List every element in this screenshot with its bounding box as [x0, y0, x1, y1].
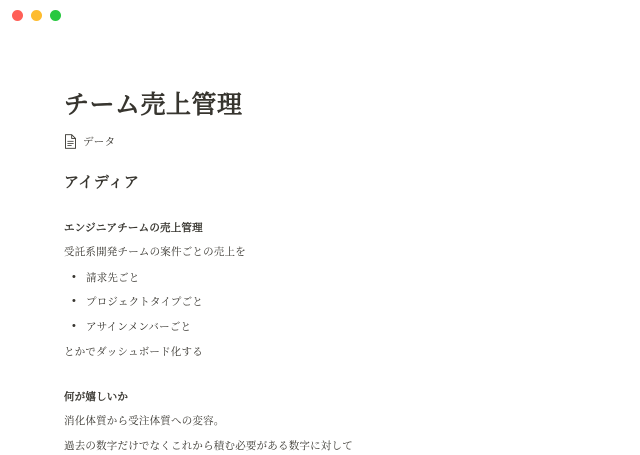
bullet-list	[64, 271, 576, 335]
subheading-engineer-team-sales[interactable]: エンジニアチームの売上管理	[64, 222, 203, 234]
breadcrumb[interactable]	[64, 134, 576, 149]
paragraph-benefit-1[interactable]: 消化体質から受注体質への変容。	[64, 414, 225, 427]
maximize-window-button[interactable]	[50, 10, 61, 21]
list-item[interactable]: • プロジェクトタイプごと	[86, 295, 576, 310]
breadcrumb-label: データ	[83, 136, 116, 148]
list-item[interactable]: • 請求先ごと	[86, 271, 576, 286]
paragraph-intro[interactable]: 受託系開発チームの案件ごとの売上を	[64, 246, 246, 258]
paragraph-benefit-2[interactable]: 過去の数字だけでなくこれから積む必要がある数字に対して	[64, 440, 353, 453]
section-idea	[64, 220, 576, 361]
close-window-button[interactable]	[12, 10, 23, 21]
list-item[interactable]: • アサインメンバーごと	[86, 320, 576, 335]
subheading-benefits[interactable]: 何が嬉しいか	[64, 390, 129, 403]
paragraph-outro[interactable]: とかでダッシュボード化する	[64, 345, 203, 358]
page-body	[64, 90, 576, 455]
document-icon	[64, 134, 77, 149]
page-title[interactable]: チーム売上管理	[64, 91, 243, 119]
window-controls	[12, 10, 61, 21]
section-heading-idea[interactable]: アイディア	[64, 174, 140, 191]
section-benefits	[64, 389, 576, 455]
minimize-window-button[interactable]	[31, 10, 42, 21]
title-bar	[0, 0, 640, 30]
document-content	[0, 30, 640, 455]
